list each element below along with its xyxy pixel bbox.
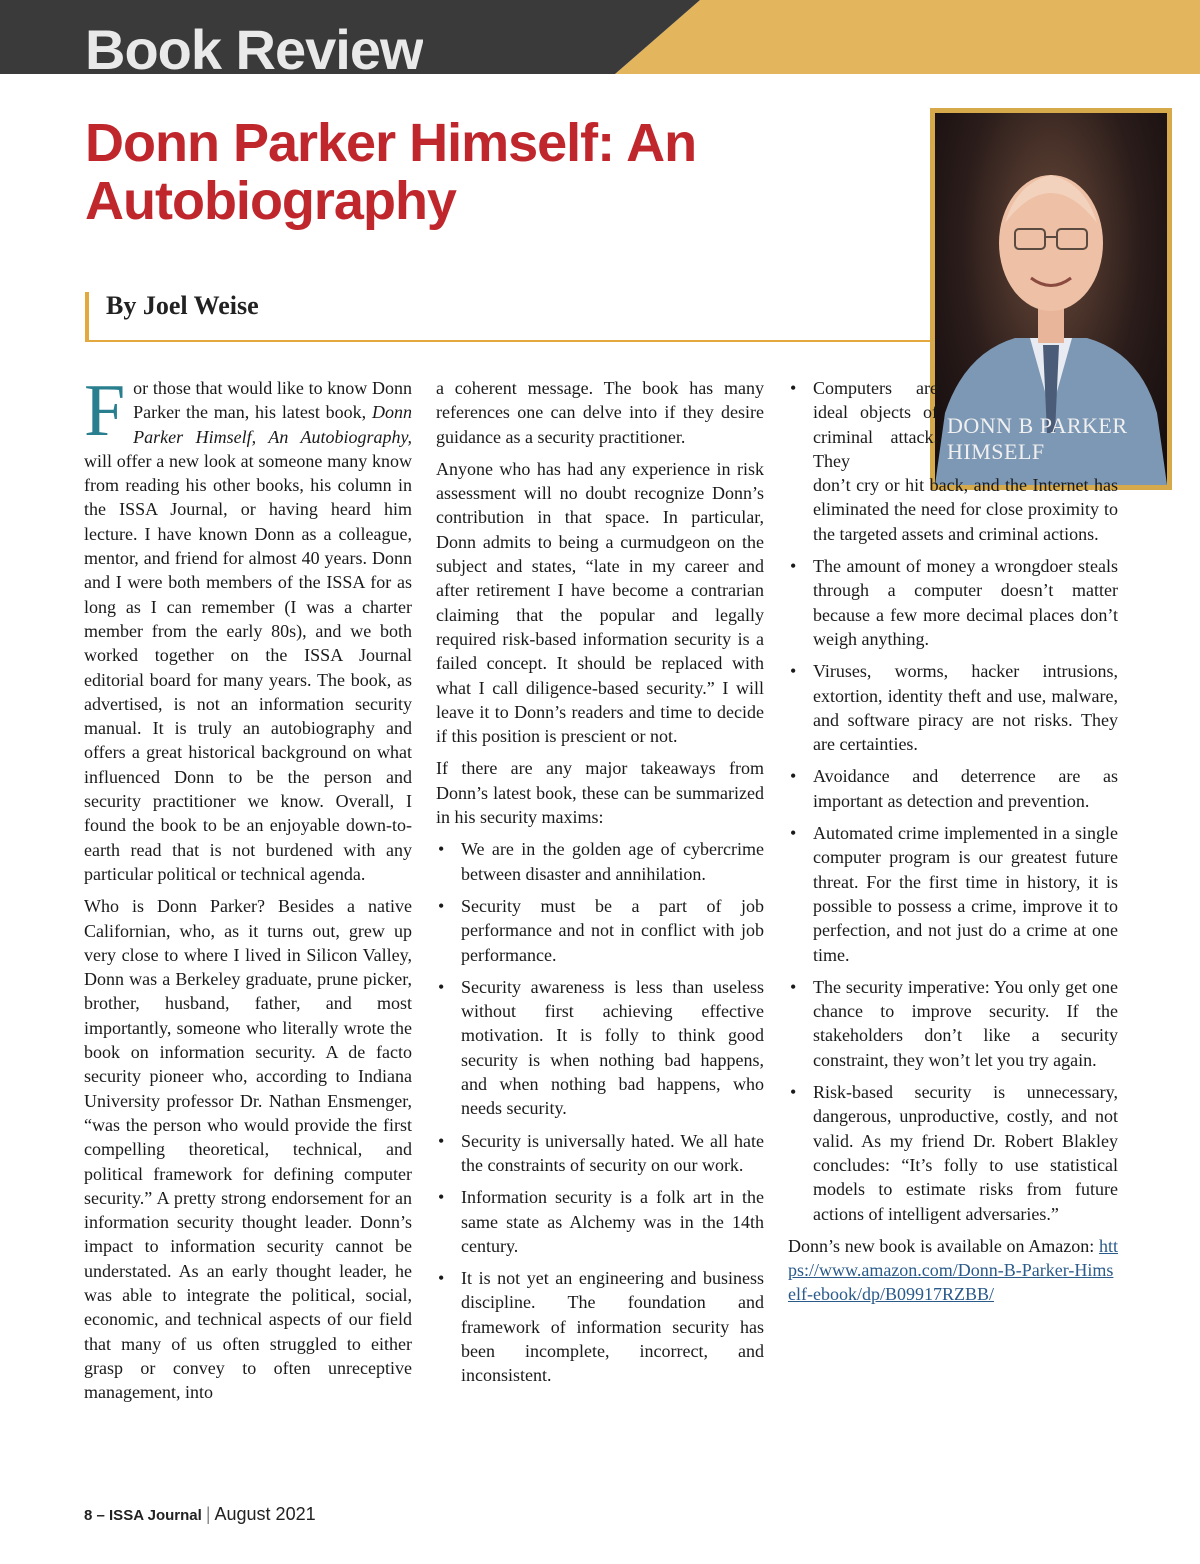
availability-text: Donn’s new book is available on Amazon: [788,1235,1099,1256]
list-item: • Information security is a folk art in the same state as Alchemy was in the 14th century. [436,1185,764,1258]
drop-cap: F [84,370,126,452]
list-item: • Avoidance and deterrence are as important as detection and prevention. [788,764,1118,813]
who-is-paragraph: Who is Donn Parker? Besides a native Californian, who, as it turns out, grew up very close to where I lived in Silicon Valley, Donn was a Berkeley graduate, prune picker, brother, husband, father, and most importantly, someone who literally wrote the book on information security. A de facto security pioneer who, according to Indiana University professor Dr. Nathan Ensmenger, “was the person who would provide the first compelling theoretical, technical, and political framework for defining computer security.” A pretty strong endorsement for an information security thought leader. Donn’s impact to information security cannot be understated. As an early thought leader, he was able to integrate the political, social, economic, and technical aspects of our field that many of us often struggled to either grasp or convey to often unreceptive management, into [84,896,412,1403]
footer-date: August 2021 [214,1504,316,1524]
list-item: • It is not yet an engineering and business discipline. The foundation and framework of information security has been incomplete, incorrect, and inconsistent. [436,1266,764,1387]
amazon-link[interactable]: https://www.amazon.com/Donn-B-Parker-Himself-ebook/dp/B09917RZBB/ [788,1235,1118,1305]
list-item: • Viruses, worms, hacker intrusions, extortion, identity theft and use, malware, and software piracy are not risks. They are certainties. [788,659,1118,756]
list-item [788,376,1118,546]
book-title-italic: Donn Parker Himself, An Autobiography, [133,402,412,447]
footer-separator: | [205,1504,211,1524]
intro-text-b: will offer a new look at someone many know from reading his other books, his column in the ISSA Journal, or having heard him lecture. I have known Donn as a colleague, mentor, and friend for almost 40 years. Donn and I were both members of the ISSA for as long as I can remember (I was a charter member from the early 80s), and we both worked together on the ISSA Journal editorial board for many years. The book, as advertised, is not an information security manual. It is truly an autobiography and offers a great historical background on what influenced Donn to be the person and security practitioner we know. Overall, I found the book to be an enjoyable down-to-earth read that is not burdened with any particular political or technical agenda. [84,450,412,884]
header-rule [85,340,933,342]
col2-paragraph-1: a coherent message. The book has many references one can delve into if they desire guidance as a security practitioner. [436,378,764,447]
byline-accent-bar [85,292,89,340]
narrow-text: • Computers are ideal objects of criminal attack. They [813,378,938,471]
list-item: • The security imperative: You only get one chance to improve security. If the stakeholders don’t like a security constraint, they won’t let you try again. [788,975,1118,1072]
list-item: • Security awareness is less than useless without first achieving effective motivation. It is folly to think good security is when nothing bad happens, and when nothing bad happens, who needs security. [436,975,764,1121]
intro-text-a: or those that would like to know Donn Parker the man, his latest book, [133,378,412,423]
list-item: • Security is universally hated. We all hate the constraints of security on our work. [436,1129,764,1178]
continued-text: don’t cry or hit back, and the Internet has eliminated the need for close proximity to the targeted assets and criminal actions. [813,475,1118,544]
article-title: Donn Parker Himself: An Autobiography [85,113,697,231]
column-3 [788,376,1118,1315]
column-2 [436,376,764,1396]
photo-caption: DONN B PARKER HIMSELF [947,413,1128,464]
maxims-list-2 [788,376,1118,1226]
section-title: Book Review [85,18,423,74]
list-item: • We are in the golden age of cybercrime between disaster and annihilation. [436,837,764,886]
list-item: • The amount of money a wrongdoer steals through a computer doesn’t matter because a few more decimal places don’t weigh anything. [788,554,1118,651]
list-item: • Risk-based security is unnecessary, dangerous, unproductive, costly, and not valid. As my friend Dr. Robert Blakley concludes: “It’s folly to use statistical models to estimate risks from future actions of intelligent adversaries.” [788,1080,1118,1226]
availability-paragraph [788,1234,1118,1307]
maxims-list-1 [436,837,764,1387]
col2-paragraph-2: Anyone who has had any experience in risk assessment will no doubt recognize Donn’s contribution in that space. In particular, Donn admits to being a curmudgeon on the subject and states, “late in my career and after retirement I have become a contrarian claiming that the popular and legally required risk-based information security is a failed concept. It should be replaced with what I call diligence-based security.” I will leave it to Donn’s readers and time to decide if this position is prescient or not. [436,458,764,747]
list-item: • Security must be a part of job performance and not in conflict with job performance. [436,894,764,967]
footer-page: 8 – ISSA Journal [84,1507,202,1524]
list-item: • Automated crime implemented in a single computer program is our greatest future threat. For the first time in history, it is possible to possess a crime, improve it to perfection, and not just do a crime at one time. [788,821,1118,967]
col2-paragraph-3: If there are any major takeaways from Donn’s latest book, these can be summarized in his security maxims: [436,758,764,828]
page-footer [84,1504,316,1525]
byline: By Joel Weise [106,291,259,320]
column-1 [84,370,412,1412]
intro-paragraph [84,370,412,886]
